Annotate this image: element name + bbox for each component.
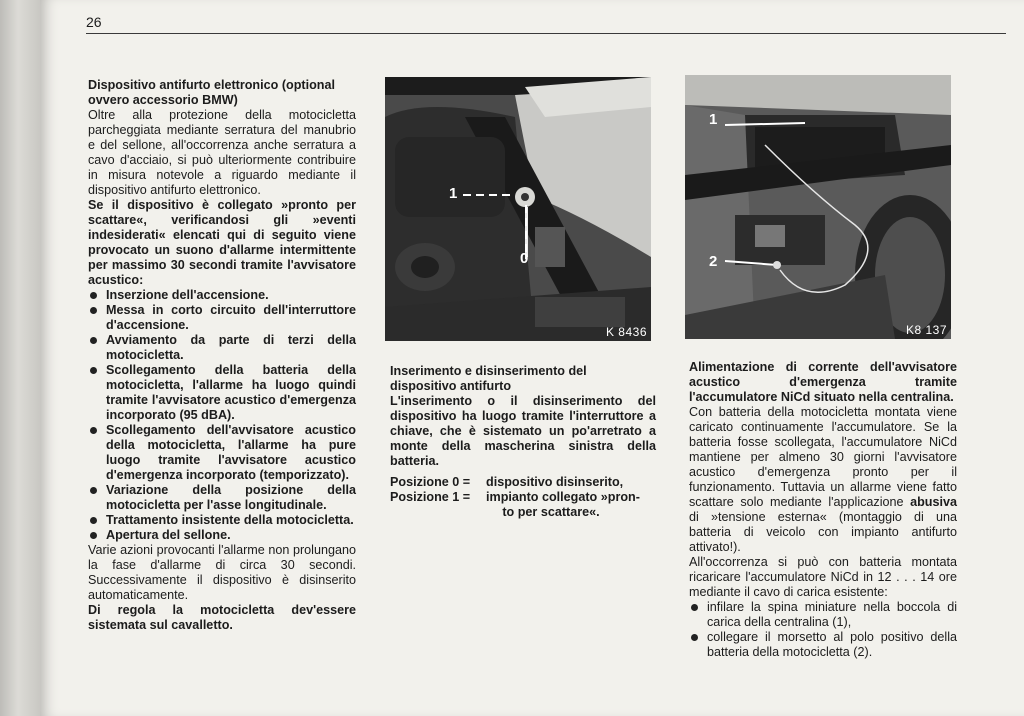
alarm-events-list xyxy=(88,288,356,543)
photo-control-unit xyxy=(685,75,951,339)
callout-position-0: 0 xyxy=(520,250,529,267)
bullet-icon xyxy=(90,367,97,374)
position-1-value xyxy=(486,490,656,520)
callout-position-1: 1 xyxy=(449,185,458,202)
switch-paragraph: L'inserimento o il disinserimento del dispositivo ha luogo tramite l'interruttore a chiave, che è sistemato un po'arretrato a monte della mascherina sinistra della batteria. xyxy=(390,394,656,468)
figure-label: K8 137 xyxy=(905,323,947,337)
bullet-icon xyxy=(90,337,97,344)
charging-paragraph: All'occorrenza si può con batteria montata ricaricare l'accumulatore NiCd in 12 . . . 14 ore mediante il cavo di carica esistente: xyxy=(689,555,957,599)
bullet-icon xyxy=(90,517,97,524)
bullet-icon xyxy=(90,487,97,494)
position-0-row xyxy=(390,475,656,490)
bullet-icon xyxy=(691,634,698,641)
section-title-switch: Inserimento e disinserimento del dispositivo antifurto xyxy=(390,364,587,393)
bullet-icon xyxy=(90,427,97,434)
photo-key-switch xyxy=(385,77,651,341)
bullet-icon xyxy=(90,307,97,314)
photo-control-unit-image xyxy=(685,75,951,339)
list-item: Trattamento insistente della motocicletta. xyxy=(88,513,356,528)
list-item: Variazione della posizione della motocicletta per l'asse longitudinale. xyxy=(88,483,356,513)
intro-paragraph: Oltre alla protezione della motocicletta parcheggiata mediante serratura del manubrio e del sellone, all'occorrenza anche serratura a cavo d'acciaio, si può ulteriormente contribuire in misura notevole a riguardo mediante il dispositivo antifurto elettronico. xyxy=(88,108,356,197)
page-number: 26 xyxy=(86,14,102,30)
list-item: Messa in corto circuito dell'interruttore d'accensione. xyxy=(88,303,356,333)
book-binding xyxy=(0,0,40,716)
list-item: collegare il morsetto al polo positivo della batteria della motocicletta (2). xyxy=(689,630,957,660)
position-1-key: Posizione 1 = xyxy=(390,490,471,504)
position-1-row xyxy=(390,490,656,520)
position-1-value-line1: impianto collegato »pron- xyxy=(486,490,640,504)
figure-label: K 8436 xyxy=(605,325,647,339)
armed-paragraph: Se il dispositivo è collegato »pronto per scattare«, verificandosi gli »eventi indesiderati« elencati qui di seguito viene provocato un suono d'allarme intermittente per massimo 30 secondi tramite l'avvisatore acustico: xyxy=(88,198,356,287)
callout-battery-terminal: 2 xyxy=(709,253,718,270)
column-switch-operation xyxy=(390,364,656,520)
charging-steps-list xyxy=(689,600,957,660)
bullet-icon xyxy=(90,532,97,539)
emphasis-abusiva: abusiva xyxy=(910,495,957,509)
list-item: Avviamento da parte di terzi della motocicletta. xyxy=(88,333,356,363)
list-item: infilare la spina miniature nella boccola di carica della centralina (1), xyxy=(689,600,957,630)
list-item: Apertura del sellone. xyxy=(88,528,356,543)
alarm-note: Varie azioni provocanti l'allarme non prolungano la fase d'allarme di circa 30 secondi. Successivamente il dispositivo è disinserito automaticamente. xyxy=(88,543,356,602)
list-item: Scollegamento dell'avvisatore acustico della motocicletta, l'allarme ha pure luogo tramite l'avvisatore acustico d'emergenza incorporato (temporizzato). xyxy=(88,423,356,483)
section-title-antitheft: Dispositivo antifurto elettronico (optional ovvero accessorio BMW) xyxy=(88,78,335,107)
list-item: Scollegamento della batteria della motocicletta, l'allarme ha luogo quindi tramite l'avvisatore acustico d'emergenza incorporato (95 dBA). xyxy=(88,363,356,423)
position-1-value-line2: to per scattare«. xyxy=(502,505,600,519)
column-power-supply xyxy=(689,360,957,660)
column-antitheft-intro xyxy=(88,78,356,633)
section-title-power: Alimentazione di corrente dell'avvisatore acustico d'emergenza tramite l'accumulatore NiCd situato nella centralina. xyxy=(689,360,957,404)
bullet-icon xyxy=(691,604,698,611)
stand-rule: Di regola la motocicletta dev'essere sistemata sul cavalletto. xyxy=(88,603,356,632)
photo-key-switch-image xyxy=(385,77,651,341)
position-0-key: Posizione 0 = xyxy=(390,475,471,489)
bullet-icon xyxy=(90,292,97,299)
callout-charge-socket: 1 xyxy=(709,111,718,128)
header-rule xyxy=(86,33,1006,34)
position-0-value: dispositivo disinserito, xyxy=(486,475,624,489)
power-paragraph: Con batteria della motocicletta montata viene caricato continuamente l'accumulatore. Se la batteria fosse scollegata, l'accumulatore NiCd mantiene per almeno 30 giorni l'avvisatore acustico d'emergenza pronto per il funzionamento. Tuttavia un allarme viene fatto scattare solo mediante l'applicazione abusiva di »tensione esterna« (montaggio di una batteria di veicolo con impianto antifurto attivato!). xyxy=(689,405,957,554)
list-item: Inserzione dell'accensione. xyxy=(88,288,356,303)
